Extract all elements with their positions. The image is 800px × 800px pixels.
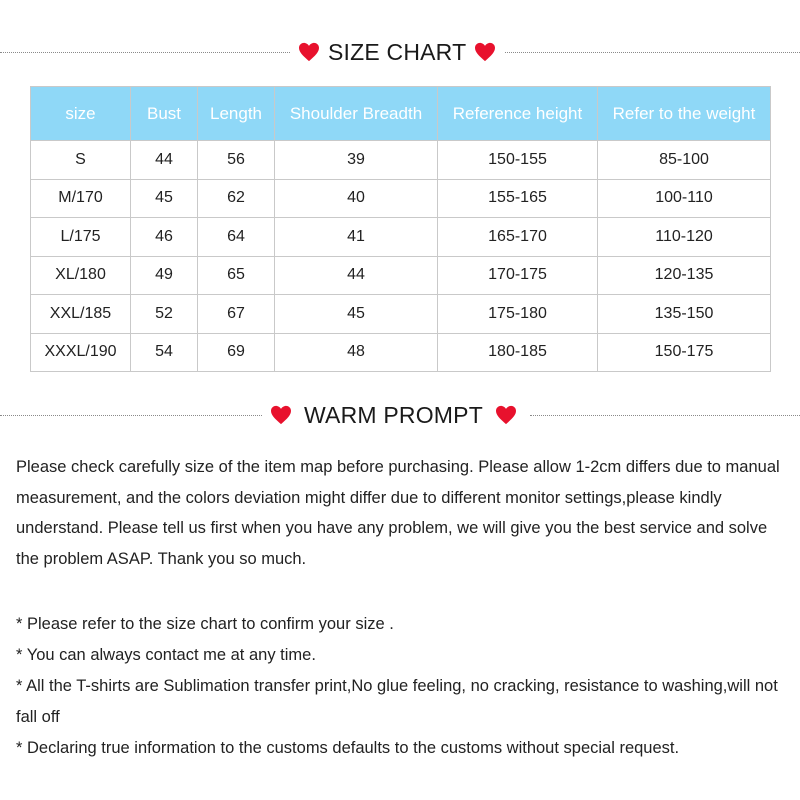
- weight-cell: 120-135: [598, 256, 771, 295]
- height-cell: 165-170: [438, 218, 598, 257]
- length-cell: 64: [198, 218, 275, 257]
- table-header-row: [31, 87, 771, 141]
- shoulder-cell: 41: [275, 218, 438, 257]
- size-table: [30, 86, 771, 372]
- column-header-reference-height: Reference height: [438, 87, 598, 141]
- list-item: * All the T-shirts are Sublimation transfer print,No glue feeling, no cracking, resistance to washing,will not fall off: [16, 677, 778, 726]
- size-cell: XXL/185: [31, 295, 131, 334]
- size-chart-title: SIZE CHART: [328, 38, 467, 65]
- bust-cell: 49: [131, 256, 198, 295]
- height-cell: 170-175: [438, 256, 598, 295]
- column-header-length: Length: [198, 87, 275, 141]
- table-row: [31, 179, 771, 218]
- length-cell: 65: [198, 256, 275, 295]
- list-item: * Declaring true information to the customs defaults to the customs without special request.: [16, 739, 680, 757]
- shoulder-cell: 40: [275, 179, 438, 218]
- weight-cell: 100-110: [598, 179, 771, 218]
- height-cell: 175-180: [438, 295, 598, 334]
- table-row: [31, 141, 771, 180]
- length-cell: 56: [198, 141, 275, 180]
- warm-prompt-paragraph: Please check carefully size of the item map before purchasing. Please allow 1-2cm differs due to manual measurement, and the colors deviation might differ due to different monitor settings,please kindly understand. Please tell us first when you have any problem, we will give you the best service and solve the problem ASAP. Thank you so much.: [16, 458, 780, 568]
- size-cell: S: [31, 141, 131, 180]
- length-cell: 62: [198, 179, 275, 218]
- bust-cell: 44: [131, 141, 198, 180]
- column-header-weight: Refer to the weight: [598, 87, 771, 141]
- weight-cell: 85-100: [598, 141, 771, 180]
- notes-list: [16, 609, 796, 764]
- shoulder-cell: 44: [275, 256, 438, 295]
- height-cell: 180-185: [438, 333, 598, 372]
- list-item: * Please refer to the size chart to confirm your size .: [16, 615, 394, 633]
- heart-icon: [270, 405, 292, 425]
- dotted-divider-right: [505, 52, 800, 53]
- heart-icon: [474, 42, 496, 62]
- height-cell: 150-155: [438, 141, 598, 180]
- size-cell: M/170: [31, 179, 131, 218]
- warm-prompt-header: [0, 400, 800, 430]
- height-cell: 155-165: [438, 179, 598, 218]
- dotted-divider-left: [0, 415, 262, 416]
- weight-cell: 135-150: [598, 295, 771, 334]
- size-cell: XL/180: [31, 256, 131, 295]
- size-cell: XXXL/190: [31, 333, 131, 372]
- size-chart-header: [0, 37, 800, 67]
- shoulder-cell: 48: [275, 333, 438, 372]
- length-cell: 67: [198, 295, 275, 334]
- dotted-divider-right: [530, 415, 800, 416]
- heart-icon: [298, 42, 320, 62]
- shoulder-cell: 39: [275, 141, 438, 180]
- bust-cell: 52: [131, 295, 198, 334]
- bust-cell: 46: [131, 218, 198, 257]
- weight-cell: 150-175: [598, 333, 771, 372]
- table-row: [31, 295, 771, 334]
- table-row: [31, 256, 771, 295]
- weight-cell: 110-120: [598, 218, 771, 257]
- table-row: [31, 333, 771, 372]
- heart-icon: [495, 405, 517, 425]
- column-header-shoulder-breadth: Shoulder Breadth: [275, 87, 438, 141]
- warm-prompt-title-wrap: [264, 400, 523, 430]
- list-item: * You can always contact me at any time.: [16, 646, 316, 664]
- warm-prompt-title: WARM PROMPT: [304, 401, 483, 428]
- dotted-divider-left: [0, 52, 290, 53]
- bust-cell: 54: [131, 333, 198, 372]
- table-row: [31, 218, 771, 257]
- size-cell: L/175: [31, 218, 131, 257]
- length-cell: 69: [198, 333, 275, 372]
- column-header-size: size: [31, 87, 131, 141]
- column-header-bust: Bust: [131, 87, 198, 141]
- bust-cell: 45: [131, 179, 198, 218]
- shoulder-cell: 45: [275, 295, 438, 334]
- size-chart-title-wrap: [292, 37, 502, 67]
